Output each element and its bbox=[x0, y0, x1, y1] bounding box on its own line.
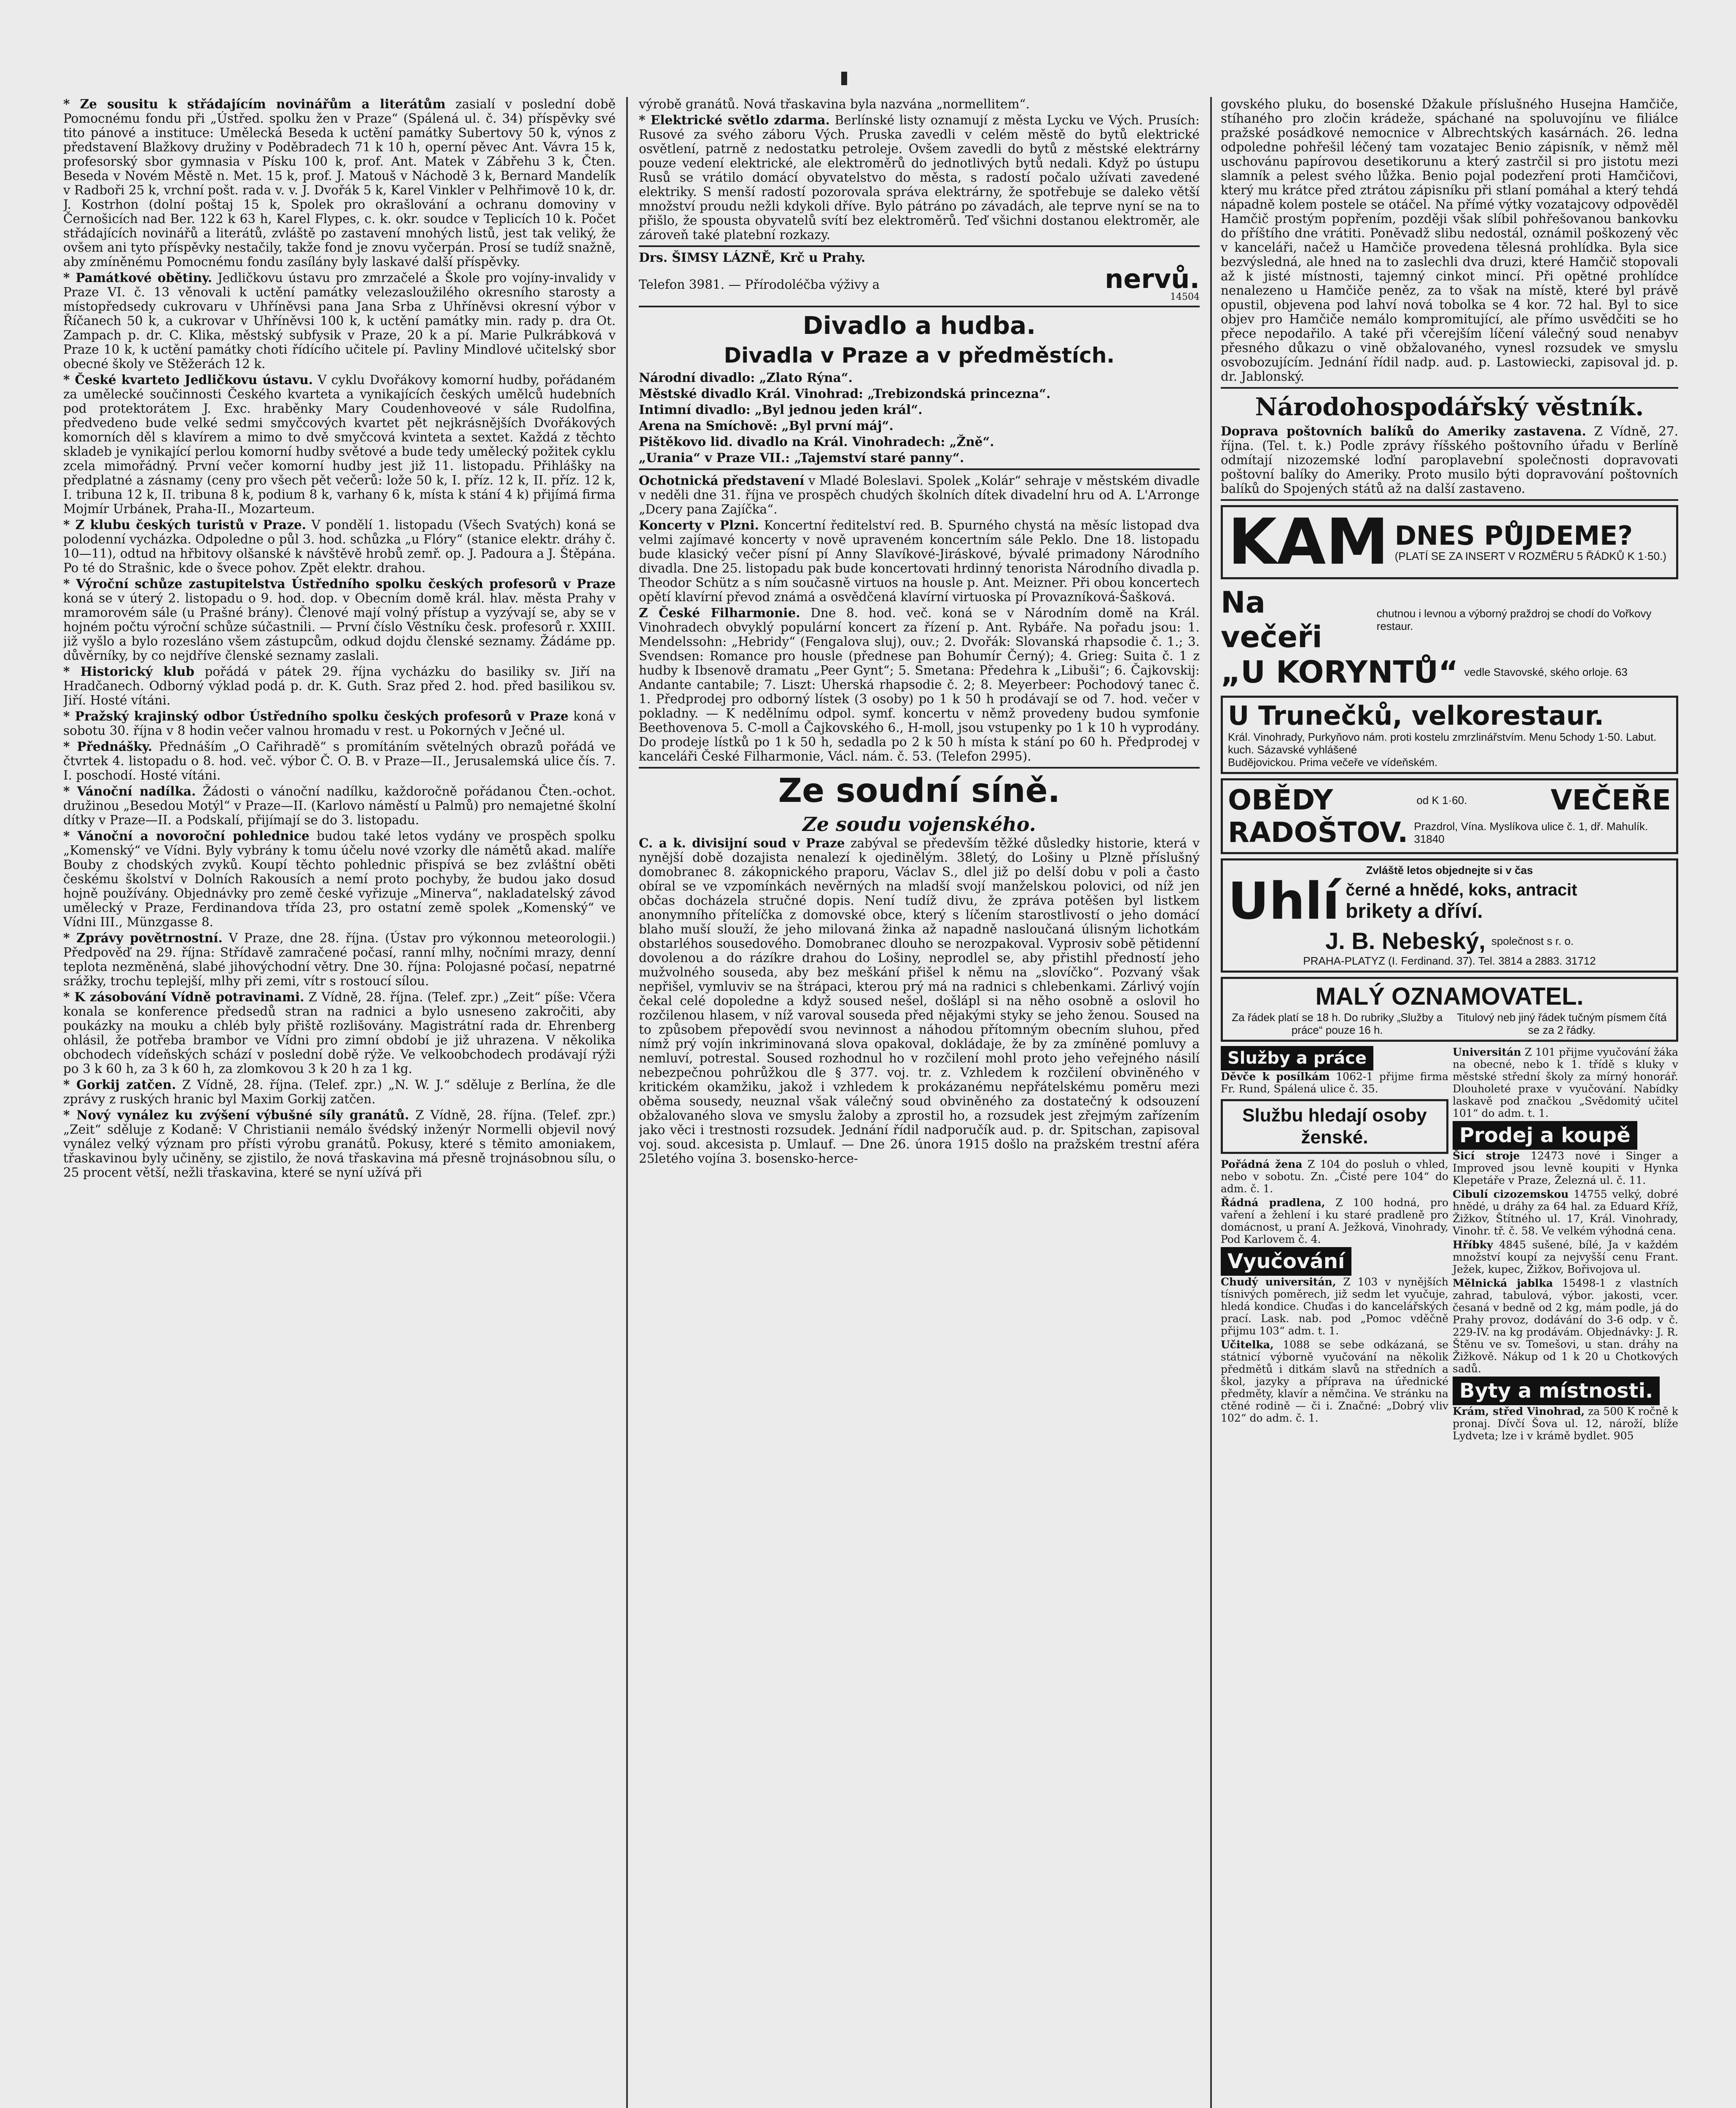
article-text: pořádá v pátek 29. října vycházku do basiliky sv. Jiří na Hradčanech. Odborný výklad podá p. dr. K. Guth. Sraz před 2. hod. před basilikou sv. Jiří. Hosté vítáni. bbox=[63, 664, 616, 707]
divider bbox=[1221, 499, 1678, 501]
classified-ad-head: Hříbky bbox=[1453, 1239, 1493, 1251]
court-article-text: zabýval se především těžké důsledky historie, která v nynější době dozajista nenalezí k ojedinělým. 38letý, do Lošiny u Plzně příslušný domobranec 8. zákopnického praporu, Václav S., dlel již po delší dobu v poli a často obíral se ve vzpomínkách nevěrných na mladší svojí manželskou polovici, od níž jen občas docházela stručné dopis. Není tudíž divu, že zpráva potěšen byl listkem anonymního přítelíčka z domovské obce, který s líčením starostlivostí o jeho domácí blaho muší slouží, že jeho milovaná žinka až napadně nasloučaná úlisným lichotkám obstarléhos sousedového. Domobranec dlouho se nerozpakoval. Vyprosiv sobě pětidenní dovolenou a do rázíkre drahou do Lošiny, neprodlel se, aby přistihl předností jeho mužvolného souseda, aby bez meškání přišel k němu na „slovíčko“. Pozvaný však nepřišel, vymluviv se na štrápaci, kterou prý má na radnici s chlebenkami. Zárlivý vojín čekal celé dopoledne a když soused nešel, došlápl si na něho osobně a oslovil ho rozčilenou hlasem, v níž varoval souseda před nějakými styky se jeho ženou. Soused na to způsobem přepovědí svou nevinnost a náhodou přítomným obecním sluhou, před nímž prý vojín inkriminovaná slova opakoval, dokládaje, že by za zmíněné pomluvy a nemluví, potrestal. Soused rozhodnul ho v rozčilení mohl proto jeho veřejného násilí nebezpečnou pohrůžkou dle § 377. voj. tr. z. Vzhledem k rozčilení obviněného v kritickém okamžiku, jakož i vzhledem k prokázanému nepřátelskému poměru mezi oběma sousedy, neuznal však válečný soud obviněného za dostatečný k odsouzení obžalovaného slova ve smyslu žaloby a zprostil ho, a rozsudek jest zřejmým zařízením jako věci i trestnosti rozsudek. Jednání řídil nadporučík aud. p. dr. Spitschan, zapisoval voj. soud. akcesista p. Umlauf. — Dne 26. února 1915 došlo na pražském trestní aféra 25letého vojína 3. bosensko-herce- bbox=[639, 836, 1200, 1166]
classified-ad-head: Učitelka, bbox=[1221, 1339, 1274, 1351]
classified-ad-text: Z 104 do posluh o vhled, nebo v sobotu. Zn. „Čisté pere 104“ do adm. č. 1. bbox=[1221, 1158, 1448, 1195]
theatre-listing: Arena na Smíchově: „Byl první máj“. bbox=[639, 418, 894, 433]
obedy-addr: Prazdrol, Vína. Myslíkova ulice č. 1, dř. Mahulík. 31840 bbox=[1414, 820, 1648, 845]
article-text: Jedličkovu ústavu pro zmrzačelé a Škole pro vojíny-invalidy v Praze VI. č. 13 věnovali k uctění památky velezasloužilého okresního starosty a místopředsedy cukrovaru v Uhříněvsi pana Jana Srba z Uhříněvsi okresní výbor v Říčanech 50 k, a cukrovar v Uhříněvsi 100 k, k uctění památky min. rady p. dra Ot. Zampach p. dr. C. Klika, městský subfysik v Praze, 20 k a pí. Marie Pulkrábková v Praze 10 k, k uctění památky choti řídícího učitele pí. Pavliny Mindlové učitelský sbor obecné školy ve Stěžerách 12 k. bbox=[63, 271, 616, 371]
classified-ad-head: Děvče k posílkám bbox=[1221, 1070, 1330, 1083]
classified-ad bbox=[1221, 1276, 1448, 1337]
spa-ad bbox=[639, 250, 1200, 302]
vyuc-label: Vyučování bbox=[1221, 1247, 1351, 1276]
theatre-title: Divadlo a hudba. bbox=[802, 311, 1036, 340]
column-rule bbox=[1210, 97, 1212, 2108]
radostov: RADOŠTOV. bbox=[1228, 816, 1408, 849]
classified-left-top bbox=[1221, 1070, 1448, 1095]
classified-ad bbox=[1453, 1046, 1678, 1119]
music-article bbox=[639, 473, 1200, 516]
court-articles bbox=[639, 836, 1200, 1166]
vestnik-title: Národohospodářský věstník. bbox=[1255, 393, 1644, 421]
music-article-head: Ochotnická představení bbox=[639, 473, 805, 488]
theatre-subtitle: Divadla v Praze a v předměstích. bbox=[724, 343, 1115, 368]
article bbox=[63, 784, 616, 827]
classified-ad bbox=[1221, 1197, 1448, 1245]
classified-right-bottom bbox=[1453, 1405, 1678, 1442]
article-head: * Ze sousitu k střádajícím novinářům a literátům bbox=[63, 97, 446, 111]
obedy-ad bbox=[1221, 778, 1678, 854]
classified-ad-head: Řádná pradlena, bbox=[1221, 1197, 1325, 1209]
classified-ad-text: Z 103 v nynějších tísnivých poměrech, již sedm let vyučuje, hledá kondice. Chuďas i do kancelářských prací. Lask. nab. pod „Pomoc vděčně přijmu 103“ adm. t. 1. bbox=[1221, 1276, 1448, 1337]
divider bbox=[1221, 387, 1678, 389]
theatre-listing: Národní divadlo: „Zlato Rýna“. bbox=[639, 370, 853, 385]
article-head: * K zásobování Vídně potravinami. bbox=[63, 989, 304, 1004]
uhli-ad bbox=[1221, 858, 1678, 973]
korynt-right: vedle Stavovské, ského orloje. 63 bbox=[1464, 666, 1628, 678]
article-head: * Přednášky. bbox=[63, 739, 153, 754]
obedy-price: od K 1·60. bbox=[1416, 793, 1467, 807]
divider bbox=[639, 306, 1200, 307]
article-text: Berlínské listy oznamují z města Lycku ve Vých. Prusích: Rusové za svého záboru Vých. Pruska zavedli v celém městě do bytů elektrické osvětlení, patrně z nedostatku petroleje. Ovšem zavedli do bytů z městské elektrárny pouze vedení elektrické, ale elektroměrů do jednotlivých bytů nedali. Když po ústupu Rusů se vrátilo domácí obyvatelstvo do města, s radostí počalo užívati zavedené elektriky. S menší radostí pozorovala správa elektrárny, že spotřebuje se daleko větší množství proudu nežli kdykoli dříve. Bylo pátráno po závadách, ale teprve nyní se na to přišlo, že spousta obyvatelů svítí bez elektroměrů. Teď všichni dostanou elektroměr, ale zároveň také platební rozkazy. bbox=[639, 113, 1200, 242]
truneck-ad bbox=[1221, 696, 1678, 774]
column-2-articles bbox=[639, 97, 1200, 242]
music-article-head: Z České Filharmonie. bbox=[639, 605, 800, 620]
maly-left: Za řádek platí se 18 h. Do rubriky „Služby a práce“ pouze 16 h. bbox=[1232, 1011, 1443, 1036]
classified-ad-text: za 500 K ročně k pronaj. Dívčí Šova ul. 12, nároží, blíže Lydveta; lze i v krámě bydlet. 905 bbox=[1453, 1405, 1678, 1442]
truneck-title: U Trunečků, velkorestaur. bbox=[1228, 700, 1604, 731]
classified-ad bbox=[1221, 1339, 1448, 1424]
article-head: * České kvarteto Jedličkovu ústavu. bbox=[63, 372, 313, 387]
article bbox=[63, 577, 616, 663]
truneck-line-1: Král. Vinohrady, Purkyňovo nám. proti kostelu zmrzlinářstvím. Menu 5chody 1·50. Labut. kuch. Sázavské vyhlášené bbox=[1228, 731, 1657, 756]
spa-code: 14504 bbox=[1170, 292, 1200, 302]
classified-ad-head: Cibulí cizozemskou bbox=[1453, 1188, 1569, 1200]
divider bbox=[639, 468, 1200, 470]
vecere-word: VEČEŘE bbox=[1550, 784, 1671, 816]
maly-title: MALÝ OZNAMOVATEL. bbox=[1315, 983, 1584, 1010]
article-text: govského pluku, do bosenské Džakule příslušného Husejna Hamčiče, stíhaného pro zločin krádeže, spáchané na spoluvojínu ve filiálce pražské posádkové nemocnice v Albrechtských kasárnách. 26. ledna odpoledne pohřešil léčený tam vozatajec Benio zápisník, v němž měl uschovánu papírovou desetikorunu a který zastrčil si pro jistotu mezi slamník a pelest svého lůžka. Benio pojal podezření proti Hamčičovi, který mu krátce před ztrátou zápisníku při stlaní pomáhal a který tehdá nápadně kolem postele se otáčel. Na přímé výtky vozatajcovy odpověděl Hamčič prostým popřením, později však slíbil pohřešovanou bankovku do příštího dne vrátiti. Poněvadž slibu nedostál, oznámil poškozený věc v kanceláři, načež u Hamčiče provedena tělesná prohlídka. Byla sice bezvýsledná, ale hned na to zaslechli dva druzi, které Hamčič stopovali až k jisté místnosti, tajemný cinkot mincí. Při opětné prohlídce nenalezeno u Hamčiče peněz, za to však na místě, které byl právě opustil, objevena pod lahví nová tobolka se 4 kor. 72 hal. Byl to sice objev pro Hamčiče nemálo kompromitující, ale přímo usvědčiti se ho přece nepodařilo. A také při včerejším líčení válečný soud nenabyv přesného důkazu o vině obžalovaného, vynesl rozsudek ve smyslu osvobozujícím. Jednání řídil nadp. aud. p. Lastowiecki, zapisoval jd. p. dr. Jablonský. bbox=[1221, 97, 1678, 384]
article-text: Žádosti o vánoční nadílku, každoročně pořádanou Čten.-ochot. družinou „Besedou Motýl“ v Praze—II. (Karlovo náměstí u Palmů) pro nemajetné školní dítky v Praze—II. a Podskalí, přijímají se do 3. listopadu. bbox=[63, 784, 616, 827]
vestnik-head: Doprava poštovních balíků do Ameriky zastavena. bbox=[1221, 424, 1586, 438]
article bbox=[63, 373, 616, 516]
divider bbox=[639, 245, 1200, 247]
classified-ad-text: 4845 sušené, bílé, Ja v každém množství koupí za nejvyšší cenu Frant. Ježek, kupec, Žižkov, Bořivojova ul. bbox=[1453, 1239, 1678, 1275]
classified-ad-head: Pořádná žena bbox=[1221, 1158, 1303, 1170]
article-head: * Památkové obětiny. bbox=[63, 270, 213, 285]
column-1-articles bbox=[63, 97, 616, 1180]
newspaper-page bbox=[63, 97, 1678, 2108]
classified-ad-text: 1088 se sebe odkázaná, se státnicí výborně vyučování na několik předmětů i ditkám slavů na středních a škol, jazyky a příprava na úřednické předměty, klavír a němčina. Ve stránku na ctěné rodině — či i. Značné: „Dobrý vliv 102“ do adm. č. 1. bbox=[1221, 1339, 1448, 1424]
article bbox=[63, 1078, 616, 1106]
article-text: Z Vídně, 28. října. (Telef. zpr.) „Zeit“ píše: Včera konala se konference předsedů stran na radnici a bylo usneseno zakročiti, aby poukázky na mouku a chléb byly přiště rozlišovány. Magistrátní rada dr. Ehrenberg ohlásil, že potřeba brambor ve Vídni pro zimní období je již uhrazena. V několika obchodech vídeňských schází v poslední době rýže. Ve velkoobchodech prodávají rýži po 3 k 60 h, za 3 k 60 h, za zlomkovou 3 k 20 h za 1 kg. bbox=[63, 990, 616, 1076]
prodej-label: Prodej a koupě bbox=[1453, 1121, 1637, 1150]
classified-ad-head: Mělnická jablka bbox=[1453, 1277, 1553, 1289]
uhli-r1: černé a hnědé, koks, antracit bbox=[1346, 881, 1577, 899]
theatre-listing: „Urania“ v Praze VII.: „Tajemství staré panny“. bbox=[639, 450, 964, 465]
article bbox=[63, 739, 616, 782]
music-article-text: Dne 8. hod. več. koná se v Národním domě na Král. Vinohradech obvyklý populární koncert za řízení p. Ant. Rybáře. Na pořadu jsou: 1. Mendelssohn: „Hebridy“ (Fengalova sluj), ouv.; 2. Dvořák: Slovanská rhapsodie č. 1.; 3. Svendsen: Romance pro housle (přednese pan Bohumír Černý); 4. Grieg: Suita č. 1 z hudby k Ibsenově dramatu „Peer Gynt“; 5. Smetana: Předehra k „Libuši“; 6. Čajkovskij: Andante cantabile; 7. Liszt: Uherská rhapsodie č. 2; 8. Meyerbeer: Pochodový tanec č. 1. Předprodej pro odborný lístek (3 osoby) po 1 k 50 h prodávají se od 7. hod. večer v pokladny. — K nedělnímu odpol. symf. koncertu v němž provedeny budou symfonie Beethovenova 5. C-moll a Čajkovského 6., H-moll, jsou vstupenky po 1 k 10 h vyprodány. Do prodeje lístků po 1 k 50 h, sedadla po 2 k 50 h místa k stání po 60 h. Předprodej v kanceláři České Filharmonie, Václ. nám. č. 53. (Telefon 2995). bbox=[639, 606, 1200, 764]
article bbox=[63, 931, 616, 988]
sluzby-label: Služby a práce bbox=[1221, 1046, 1373, 1070]
article bbox=[63, 829, 616, 929]
article bbox=[63, 1108, 616, 1180]
classified-right-top bbox=[1453, 1046, 1678, 1119]
maly-oznamovatel bbox=[1221, 977, 1678, 1042]
article-head: * Vánoční a novoroční pohlednice bbox=[63, 828, 310, 843]
article-text: V cyklu Dvořákovy komorní hudby, pořádaném za umělecké součinnosti Českého kvarteta a vynikajících českých umělců hudebních pod protektorátem J. Exc. hraběnky Mary Coudenhoveové v sále Rudolfina, předvedeno bude velké sedmi smyčcových kvartet pět nejkrásnějších Dvořákových komorních děl s klavírem a mimo to dvě smyčcová kvinteta a sextet. Každá z těchto skladeb je vynikající perlou komorní hudby světové a bude tedy umělecký požitek cyklu zcela mimořádný. První večer komorní hudby jest již 11. listopadu. Přihlášky na předplatné a zásnamy (ceny pro všech pět večerů: lože 50 k, I. příz. 12 k, II. příz. 12 k, I. tribuna 12 k, II. tribuna 8 k, podium 8 k, varhany 6 k, místa k stání 4 k) přijímá firma Mojmír Urbánek, Praha-II., Mozarteum. bbox=[63, 373, 616, 516]
hledaji-label: Službu hledají osoby ženské. bbox=[1221, 1099, 1448, 1154]
classified-ad-text: 12473 nové i Singer a Improved jsou levně koupiti v Hynka Klepetáře v Praze, Železná ul. č. 11. bbox=[1453, 1150, 1678, 1186]
article-text: výrobě granátů. Nová třaskavina byla nazvána „normellitem“. bbox=[639, 97, 1030, 111]
classified-ad bbox=[1221, 1070, 1448, 1095]
classified-ad bbox=[1221, 1158, 1448, 1195]
article-text: Z Vídně, 28. října. (Telef. zpr.) „Zeit“ sděluje z Kodaně: V Christianii nemálo švédský inženýr Normelli objevil nový vynález velký význam pro přísti výrobu granátů. Pokusy, které s těmito amoniakem, třaskavinou byly učiněny, se zjistilo, že nová třaskavina má přesně trojnásobnou sílu, o 25 procent větší, nežli třaskavina, které se nyní užívá při bbox=[63, 1108, 616, 1180]
classified-ad-head: Krám, střed Vinohrad, bbox=[1453, 1405, 1585, 1417]
article-head: * Zprávy povětrnostní. bbox=[63, 930, 223, 945]
article-head: * Elektrické světlo zdarma. bbox=[639, 113, 830, 127]
article-text: koná v sobotu 30. října v 8 hodin večer valnou hromadu v rest. u Pokorných v Ječné ul. bbox=[63, 709, 616, 738]
byty-label: Byty a místnosti. bbox=[1453, 1377, 1660, 1405]
court-article-head: C. a k. divisijní soud v Praze bbox=[639, 836, 845, 850]
classified-left bbox=[1221, 1046, 1448, 1444]
article-text: Přednáším „O Cařihradě“ s promítáním světelných obrazů pořádá ve čtvrtek 4. listopadu o 8. hod. več. výbor Č. O. B. v Praze—II., Jerusalemská ulice čís. 7. I. poschodí. Hosté vítáni. bbox=[63, 739, 616, 782]
article-head: * Pražský krajinský odbor Ústředního spolku českých profesorů v Praze bbox=[63, 709, 569, 723]
kam-ad bbox=[1221, 505, 1678, 579]
article-text: V Praze, dne 28. října. (Ústav pro výkonnou meteorologii.) Předpověď na 29. října: Střídavě zamračené počasí, ranní mlhy, nočními mrazy, denní teplota nezměněná, slabé jihovýchodní větry. Dne 30. října: Polojasné počasí, nepatrné srážky, trochu teplejší, mlhy při zemi, vítr s rostoucí sílou. bbox=[63, 931, 616, 988]
spa-nervu: nervů. bbox=[1105, 264, 1200, 294]
article-text: Z Vídně, 28. října. (Telef. zpr.) „N. W. J.“ sděluje z Berlína, že dle zprávy z ruských hranic byl Maxim Gorkij zatčen. bbox=[63, 1078, 616, 1106]
theatre-listing: Městské divadlo Král. Vinohrad: „Trebizondská princezna“. bbox=[639, 386, 1051, 401]
article bbox=[63, 518, 616, 575]
column-3-articles bbox=[1221, 97, 1678, 384]
music-article-head: Koncerty v Plzni. bbox=[639, 518, 759, 532]
uhli-word: Uhlí bbox=[1228, 872, 1340, 931]
classified-ad-text: 1062-1 přijme firma Fr. Rund, Spálená ulice č. 35. bbox=[1221, 1070, 1448, 1095]
article-head: * Z klubu českých turistů v Praze. bbox=[63, 517, 307, 532]
classified-ad-head: Šicí stroje bbox=[1453, 1150, 1520, 1162]
classified-ad bbox=[1453, 1188, 1678, 1237]
article bbox=[63, 990, 616, 1076]
column-1 bbox=[63, 97, 616, 2108]
article-head: * Historický klub bbox=[63, 664, 195, 679]
classified-ad-text: Z 100 hodná, pro vaření a žehlení i ku staré pradleně pro domácnost, u praní A. Ježková, Vinohrady, Pod Karlovem č. 4. bbox=[1221, 1197, 1448, 1245]
article bbox=[63, 271, 616, 371]
maly-right: Titulový neb jiný řádek tučným písmem čítá se za 2 řádky. bbox=[1456, 1011, 1667, 1036]
classified-ad-text: Z 101 přijme vyučování žáka na obecné, nebo k 1. třídě s kluky v městské střední školy za mírný honorář. Dlouholeté praxe v vyučování. Nabídky laskavě pod značkou „Svědomitý učitel 101“ do adm. t. 1. bbox=[1453, 1046, 1678, 1119]
classified-ad bbox=[1453, 1239, 1678, 1275]
classified-right bbox=[1453, 1046, 1678, 1444]
classified-ad bbox=[1453, 1150, 1678, 1186]
column-3 bbox=[1221, 97, 1678, 2108]
classified-left-bottom bbox=[1221, 1276, 1448, 1424]
classified-section bbox=[1221, 1046, 1678, 1444]
court-subtitle: Ze soudu vojenského. bbox=[802, 813, 1036, 836]
uhli-top: Zvláště letos objednejte si v čas bbox=[1366, 864, 1533, 877]
vestnik-text: Z Vídně, 27. října. (Tel. t. k.) Podle zprávy říšského poštovního úřadu v Berlíně odmítají nizozemské loďní paroplavební společnosti dopravovati poštovní balíky do Ameriky. Proto musilo býti dopravování poštovních balíků do Spojených států až na další zastaveno. bbox=[1221, 424, 1678, 496]
korynt-name: „U KORYNTŮ“ bbox=[1221, 654, 1459, 690]
classified-ad-text: 14755 velký, dobré hnědé, u dráhy za 64 hal. za Eduard Kříž, Žižkov, Štítného ul. 17, Král. Vinohrady, Vinohr. tř. č. 58. Ve velkém výhodná cena. bbox=[1453, 1188, 1678, 1237]
article bbox=[63, 709, 616, 738]
kam-dnes: DNES PŮJDEME? bbox=[1394, 520, 1633, 551]
classified-ad-text: 15498-1 z vlastních zahrad, tabulová, výbor. jakosti, vcer. česaná v bedně od 2 kg, mám podle, já do Prahy provoz, dodávání do 3-6 odp. v č. 229-IV. na kg prodávám. Objednávky: J. R. Štěnu ve sv. Tomešovi, u stan. dráhy na Žižkově. Nákup od 1 k 20 u Chotkových sadů. bbox=[1453, 1277, 1678, 1375]
article-head: * Výroční schůze zastupitelstva Ústředního spolku českých profesorů v Praze bbox=[63, 576, 616, 591]
music-article-text: Koncertní ředitelství red. B. Spurného chystá na měsíc listopad dva velmi zajímavé koncerty v nově upraveném koncertním sále Peklo. Dne 18. listopadu bude klasický večer písní pí Anny Slavíkové-Jiráskové, bývalé primadony Národního divadla. Dne 25. listopadu pak bude koncertovati hrdinný tenorista Národního divadla p. Theodor Schütz a s ním současně virtuos na housle p. Ant. Meizner. Při obou koncertech opětí klavírní převod známá a osvědčená klavírní virtuoska pí Provazníková-Šašková. bbox=[639, 518, 1200, 604]
theatre-listing: Intimní divadlo: „Byl jednou jeden král“. bbox=[639, 402, 923, 417]
kam-price: (PLATÍ SE ZA INSERT V ROZMĚRU 5 ŘÁDKŮ K 1·50.) bbox=[1394, 550, 1666, 562]
uhli-r2: brikety a dříví. bbox=[1346, 900, 1483, 922]
music-articles bbox=[639, 473, 1200, 764]
korynt-ad bbox=[1221, 583, 1678, 691]
kam-word: KAM bbox=[1228, 505, 1389, 579]
vestnik-article bbox=[1221, 424, 1678, 496]
spa-line-1: Drs. ŠIMSY LÁZNĚ, Krč u Prahy. bbox=[639, 250, 866, 265]
court-title: Ze soudní síně. bbox=[778, 772, 1060, 810]
music-article bbox=[639, 518, 1200, 604]
korynt-left: Na večeři bbox=[1221, 585, 1322, 654]
article-text: koná se v úterý 2. listopadu o 9. hod. dop. v Obecním domě král. hlav. města Prahy v mramorovém sále (u Prašné brány). Členové mají volný přístup a vyzývají se, aby se v hojném počtu výroční schůze súčastnili. — První číslo Věstníku česk. profesorů r. XXIII. již vyšlo a bylo rozesláno všem zástupcům, odkud dojdu členské seznamy. Žádáme pp. důvěrníky, by co nejdříve členské seznamy zaslali. bbox=[63, 591, 616, 663]
music-article bbox=[639, 606, 1200, 764]
column-rule bbox=[626, 97, 628, 2108]
uhli-addr: PRAHA-PLATYZ (I. Ferdinand. 37). Tel. 3814 a 2883. 31712 bbox=[1303, 955, 1596, 967]
uhli-name: J. B. Nebeský, bbox=[1325, 928, 1486, 954]
obedy-word: OBĚDY bbox=[1228, 784, 1333, 816]
article bbox=[639, 97, 1200, 111]
divider bbox=[639, 767, 1200, 769]
classified-ad bbox=[1453, 1405, 1678, 1442]
article bbox=[1221, 97, 1678, 384]
theatre-listings bbox=[639, 371, 1200, 465]
classified-ad bbox=[1453, 1277, 1678, 1375]
page-mark bbox=[841, 72, 847, 85]
spa-line-2: Telefon 3981. — Přírodoléčba výživy a bbox=[639, 277, 880, 292]
column-2 bbox=[639, 97, 1200, 2108]
theatre-listing: Pištěkovo lid. divadlo na Král. Vinohradech: „Žně“. bbox=[639, 434, 994, 449]
article bbox=[639, 113, 1200, 242]
classified-right-mid bbox=[1453, 1150, 1678, 1375]
article-head: * Vánoční nadílka. bbox=[63, 784, 196, 799]
music-article-text: v Mladé Boleslavi. Spolek „Kolár“ sehraje v městském divadle v neděli dne 31. října ve prospěch chudých školních dítek divadelní hru od A. L'Arronge „Dcery pana Zajíčka“. bbox=[639, 473, 1200, 516]
article-head: * Gorkij zatčen. bbox=[63, 1077, 176, 1092]
truneck-line-2: Budějovickou. Prima večeře ve vídeňském. bbox=[1228, 756, 1438, 769]
classified-ad-head: Chudý universitán, bbox=[1221, 1276, 1336, 1288]
article bbox=[63, 97, 616, 269]
classified-ad-head: Universitán bbox=[1453, 1046, 1521, 1058]
korynt-desc: chutnou i levnou a výborný praždroj se chodí do Vořkovy restaur. bbox=[1376, 607, 1652, 632]
article-text: V pondělí 1. listopadu (Všech Svatých) koná se polodenní vycházka. Odpoledne o půl 3. hod. schůzka „u Flóry“ (stanice elektr. dráhy č. 10—11), odtud na hřbitovy olšanské k návštěvě hrobů zemř. op. J. Padoura a J. Štěpána. Po té do Strašnic, kde o švece pohov. Zpět elektr. drahou. bbox=[63, 518, 616, 575]
article-text: budou také letos vydány ve prospěch spolku „Komenský“ ve Vídni. Byly vybrány k tomu účelu nové vzorky dle námětů akad. malíře Bouby z chodských zvyků. Koupí těchto pohlednic přispívá se bez zvláštní oběti českému školství v Dolních Rakousích a nemí proto pochyby, že budou jako dosud hojně používány. Objednávky pro země české vyřizuje „Minerva“, nakladatelský závod umělecký v Praze, Ferdinandova třída 23, pro ostatní země spolek „Komenský“ ve Vídni III., Münzgasse 8. bbox=[63, 829, 616, 929]
article-head: * Nový vynález ku zvýšení výbušné síly granátů. bbox=[63, 1108, 409, 1122]
article bbox=[63, 664, 616, 707]
court-article bbox=[639, 836, 1200, 1166]
article-text: zasialí v poslední době Pomocnému fondu při „Ústřed. spolku žen v Praze“ (Spálená ul. č. 34) příspěvky své tito pánové a instituce: Umělecká Beseda k uctění památky Subertovy 50 k, výnos z představení Blažkovy družiny v Poděbradech 71 k 10 h, operní pěvec Ant. Vávra 15 k, profesorský sbor gymnasia v Písku 100 k, prof. Ant. Matek v Zábřehu 3 k, Čten. Beseda v Novém Městě n. Met. 15 k, prof. J. Matouš v Náchodě 3 k, Bernard Mandelík v Radboři 25 k, vrchní pošt. rada v. v. J. Dvořák 5 k, Karel Vinkler v Pelhřimově 10 k, dr. J. Kostrhon (dolní poštaj 15 k, Spolek pro okrašlování a ochranu domoviny v Černošicích nad Ber. 122 k 63 h, Karel Flypes, c. k. okr. soudce v Teplicích 10 k. Počet střádajících novinářů a literátů, zvláště po zastavení mnohých listů, jest tak veliký, že ovšem ani tyto příspěvky nestačily, takže fond je znovu vyčerpán. Prosí se tudíž snažně, aby zmíněnému Pomocnému fondu zasílány byly laskavé další příspěvky. bbox=[63, 97, 616, 269]
uhli-name2: společnost s r. o. bbox=[1491, 934, 1574, 947]
classified-left-mid bbox=[1221, 1158, 1448, 1245]
